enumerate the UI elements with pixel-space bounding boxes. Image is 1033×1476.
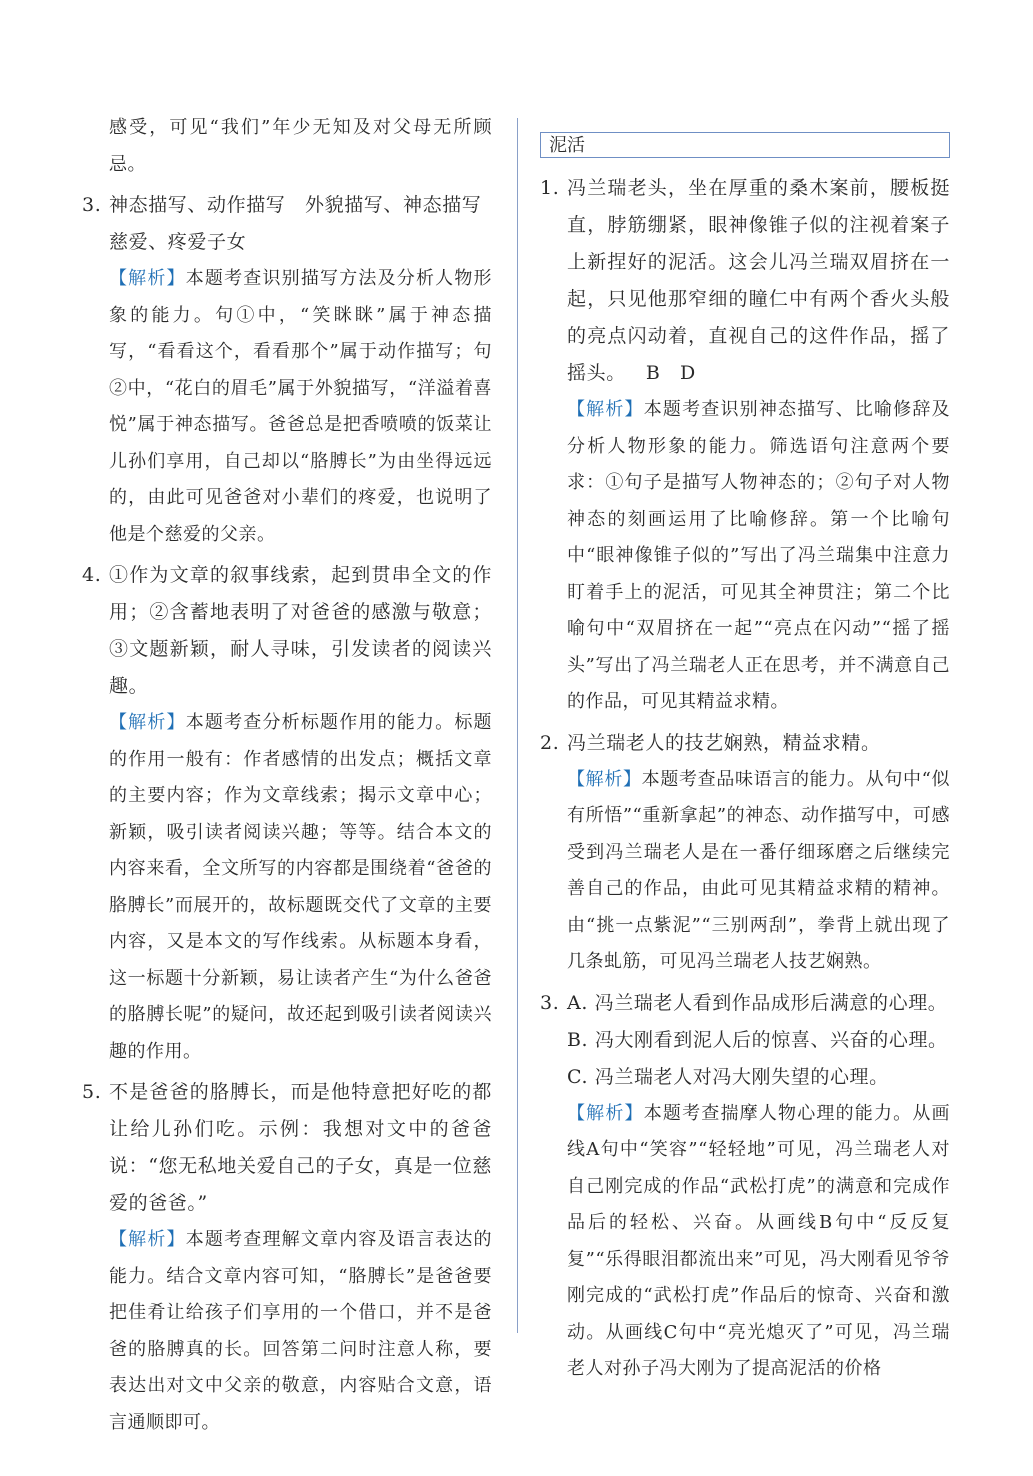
answer bbox=[82, 557, 492, 705]
section-title: 泥活 bbox=[540, 132, 950, 158]
right-column bbox=[540, 110, 950, 1388]
question-2 bbox=[540, 725, 950, 981]
left-column bbox=[82, 110, 492, 1441]
question-1 bbox=[540, 170, 950, 721]
explanation bbox=[540, 392, 950, 721]
answer-line: 不是爸爸的胳膊长，而是他特意把好吃的都让给儿孙们吃。示例：我想对文中的爸爸说：“您无私地关爱自己的子女，真是一位慈爱的爸爸。” bbox=[109, 1081, 492, 1214]
question-3-right bbox=[540, 985, 950, 1388]
explanation-text: 本题考查识别描写方法及分析人物形象的能力。句①中，“笑眯眯”属于神态描写，“看看这个，看看那个”属于动作描写；句②中，“花白的眉毛”属于外貌描写，“洋溢着喜悦”属于神态描写。爸爸总是把香喷喷的饭菜让儿孙们享用，自己却以“胳膊长”为由坐得远远的，由此可见爸爸对小辈们的疼爱，也说明了他是个慈爱的父亲。 bbox=[109, 268, 493, 545]
answer bbox=[82, 1074, 492, 1222]
answer-choice: B D bbox=[645, 362, 696, 384]
explanation-label: 【解析】 bbox=[109, 712, 186, 733]
explanation-text: 本题考查分析标题作用的能力。标题的作用一般有：作者感情的出发点；概括文章的主要内容；作为文章线索；揭示文章中心；新颖，吸引读者阅读兴趣；等等。结合本文的内容来看，全文所写的内容都是围绕着“爸爸的胳膊长”而展开的，故标题既交代了文章的主要内容，又是本文的写作线索。从标题本身看，这一标题十分新颖，易让读者产生“为什么爸爸的胳膊长呢”的疑问，故还起到吸引读者阅读兴趣的作用。 bbox=[109, 712, 493, 1062]
question-number: 2. bbox=[540, 731, 560, 754]
question-5 bbox=[82, 1074, 492, 1441]
answer-line: 慈爱、疼爱子女 bbox=[109, 231, 247, 253]
answer-line: A. 冯兰瑞老人看到作品成形后满意的心理。 bbox=[567, 991, 948, 1014]
answer-line: 神态描写、动作描写 外貌描写、神态描写 bbox=[109, 194, 482, 216]
explanation-label: 【解析】 bbox=[567, 1102, 644, 1124]
answer bbox=[82, 187, 492, 261]
question-number: 5. bbox=[82, 1081, 102, 1103]
explanation-text: 本题考查品味语言的能力。从句中“似有所悟”“重新拿起”的神态、动作描写中，可感受到冯兰瑞老人是在一番仔细琢磨之后继续完善自己的作品，由此可见其精益求精的精神。由“挑一点紫泥”“三别两刮”，拳背上就出现了几条虬筋，可见冯兰瑞老人技艺娴熟。 bbox=[567, 768, 951, 972]
explanation bbox=[82, 1222, 492, 1441]
explanation-label: 【解析】 bbox=[109, 1229, 186, 1250]
explanation bbox=[82, 705, 492, 1070]
explanation bbox=[540, 762, 950, 981]
question-4 bbox=[82, 557, 492, 1070]
column-divider bbox=[517, 118, 518, 1333]
answer bbox=[540, 725, 950, 762]
answer-line: ①作为文章的叙事线索，起到贯串全文的作用；②含蓄地表明了对爸爸的感激与敬意；③文题新颖，耐人寻味，引发读者的阅读兴趣。 bbox=[109, 564, 492, 697]
intro-text: 感受，可见“我们”年少无知及对父母无所顾忌。 bbox=[109, 117, 492, 175]
answer-text: 冯兰瑞老头，坐在厚重的桑木案前，腰板挺直，脖筋绷紧，眼神像锥子似的注视着案子上新捏好的泥活。这会儿冯兰瑞双眉挤在一起，只见他那窄细的瞳仁中有两个香火头般的亮点闪动着，直视自己的这件作品，摇了摇头。 bbox=[567, 177, 950, 384]
answer-text: 冯兰瑞老人的技艺娴熟，精益求精。 bbox=[567, 731, 881, 754]
question-number: 3. bbox=[540, 991, 560, 1014]
answer-line: C. 冯兰瑞老人对冯大刚失望的心理。 bbox=[567, 1065, 889, 1088]
question-number: 1. bbox=[540, 177, 560, 199]
explanation-label: 【解析】 bbox=[109, 268, 186, 289]
explanation-text: 本题考查揣摩人物心理的能力。从画线A句中“笑容”“轻轻地”可见，冯兰瑞老人对自己刚完成的作品“武松打虎”的满意和完成作品后的轻松、兴奋。从画线B句中“反反复复”“乐得眼泪都流出来”可见，冯大刚看见爷爷刚完成的“武松打虎”作品后的惊奇、兴奋和激动。从画线C句中“亮光熄灭了”可见，冯兰瑞老人对孙子冯大刚为了提高泥活的价格 bbox=[567, 1102, 951, 1379]
explanation-text: 本题考查理解文章内容及语言表达的能力。结合文章内容可知，“胳膊长”是爸爸要把佳肴让给孩子们享用的一个借口，并不是爸爸的胳膊真的长。回答第二问时注意人称，要表达出对文中父亲的敬意，内容贴合文意，语言通顺即可。 bbox=[109, 1229, 493, 1433]
explanation-label: 【解析】 bbox=[567, 768, 642, 790]
explanation-text: 本题考查识别神态描写、比喻修辞及分析人物形象的能力。筛选语句注意两个要求：①句子是描写人物神态的；②句子对人物神态的刻画运用了比喻修辞。第一个比喻句中“眼神像锥子似的”写出了冯兰瑞集中注意力盯着手上的泥活，可见其全神贯注；第二个比喻句中“双眉挤在一起”“亮点在闪动”“摇了摇头”写出了冯兰瑞老人正在思考，并不满意自己的作品，可见其精益求精。 bbox=[567, 399, 951, 712]
explanation-label: 【解析】 bbox=[567, 399, 644, 420]
explanation bbox=[540, 1096, 950, 1388]
question-number: 3. bbox=[82, 194, 102, 216]
answer bbox=[540, 985, 950, 1096]
answer-line: B. 冯大刚看到泥人后的惊喜、兴奋的心理。 bbox=[567, 1028, 948, 1051]
question-number: 4. bbox=[82, 564, 102, 586]
explanation bbox=[82, 261, 492, 553]
answer bbox=[540, 170, 950, 392]
question-3 bbox=[82, 187, 492, 553]
